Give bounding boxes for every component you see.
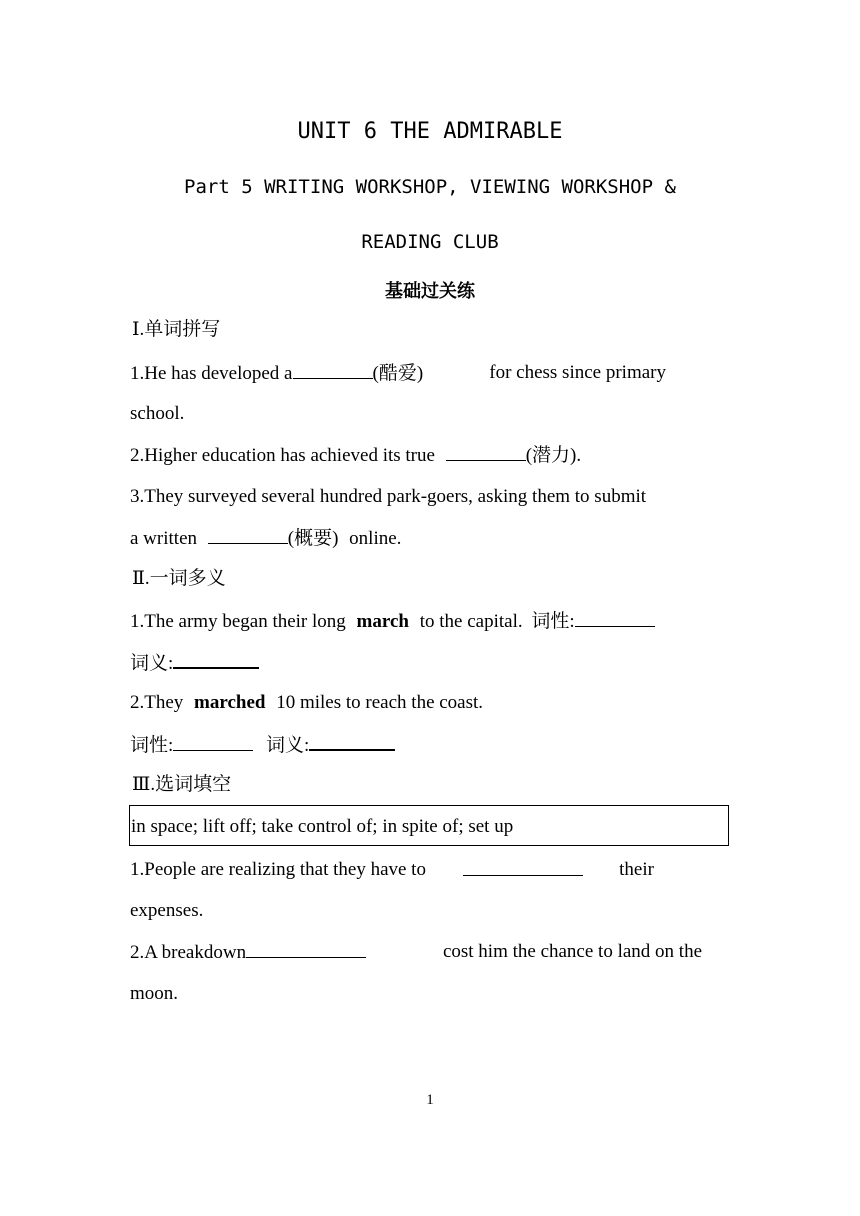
s2-q1-pos-blank[interactable]: [575, 609, 655, 627]
s1-q3-text-a: 3.They surveyed several hundred park-goers, asking them to submit: [130, 486, 647, 507]
s2-question-2: [130, 691, 483, 715]
s3-question-1: [130, 858, 654, 882]
page-number: 1: [426, 1092, 434, 1108]
section3-heading: Ⅲ.选词填空: [132, 774, 232, 795]
s1-q2-blank[interactable]: [446, 443, 526, 461]
s1-q1-text-a: 1.He has developed a: [130, 363, 293, 384]
s1-question-1: [130, 361, 666, 386]
s2-q1-pos-label: 词性:: [531, 611, 575, 632]
s2-q2-pos-label: 词性:: [130, 735, 174, 756]
s3-q2-blank[interactable]: [246, 940, 366, 958]
s1-question-2: [130, 443, 581, 468]
s3-q1-text-c: expenses.: [130, 900, 204, 921]
word-bank-text: in space; lift off; take control of; in spite of; set up: [131, 816, 514, 837]
s2-q1-text-a: 1.The army began their long: [130, 611, 346, 632]
part-title-line2: READING CLUB: [361, 231, 499, 253]
section-subtitle: 基础过关练: [385, 281, 475, 301]
s3-question-2: [130, 940, 702, 965]
s3-q2-text-a: 2.A breakdown: [130, 942, 247, 963]
s3-q2-text-c: moon.: [130, 983, 179, 1004]
s2-q1-meaning-blank[interactable]: [173, 650, 259, 669]
s2-question-1: [130, 609, 655, 634]
s2-q1-meaning: [130, 650, 259, 676]
section1-heading: Ⅰ.单词拼写: [132, 319, 221, 340]
s3-q1-text-b: their: [619, 859, 654, 880]
s2-q1-meaning-label: 词义:: [130, 653, 174, 674]
s1-q3-hint: (概要): [287, 528, 339, 549]
s2-q2-meaning-label: 词义:: [266, 735, 310, 756]
s2-q2-keyword: marched: [194, 692, 266, 713]
unit-title: UNIT 6 THE ADMIRABLE: [297, 119, 563, 144]
s1-q3-blank[interactable]: [208, 526, 288, 544]
s3-q1-text-a: 1.People are realizing that they have to: [130, 859, 426, 880]
s2-q1-keyword: march: [356, 611, 409, 632]
s3-q1-blank[interactable]: [463, 858, 583, 876]
s3-q2-text-b: cost him the chance to land on the: [442, 941, 702, 962]
s1-q1-text-c: school.: [130, 403, 185, 424]
s1-q1-text-b: for chess since primary: [489, 362, 666, 383]
s1-q2-text-a: 2.Higher education has achieved its true: [130, 445, 435, 466]
s2-q2-text-a: 2.They: [130, 692, 184, 713]
s2-q2-meaning-blank[interactable]: [309, 732, 395, 751]
section2-heading: Ⅱ.一词多义: [132, 568, 226, 589]
s1-q1-hint: (酷爱): [372, 363, 424, 384]
s2-q2-pos-blank[interactable]: [173, 733, 253, 751]
s2-q1-text-b: to the capital.: [419, 611, 523, 632]
s1-q3-text-c: online.: [349, 528, 402, 549]
s2-q2-answers: [130, 732, 395, 758]
s1-q1-blank[interactable]: [293, 361, 373, 379]
s1-q3-text-b: a written: [130, 528, 198, 549]
s1-question-3-cont: [130, 526, 401, 551]
s2-q2-text-b: 10 miles to reach the coast.: [276, 692, 484, 713]
part-title-line1: Part 5 WRITING WORKSHOP, VIEWING WORKSHOP &: [184, 176, 676, 198]
s1-q2-hint: (潜力).: [525, 445, 582, 466]
word-bank-box: [129, 805, 729, 846]
